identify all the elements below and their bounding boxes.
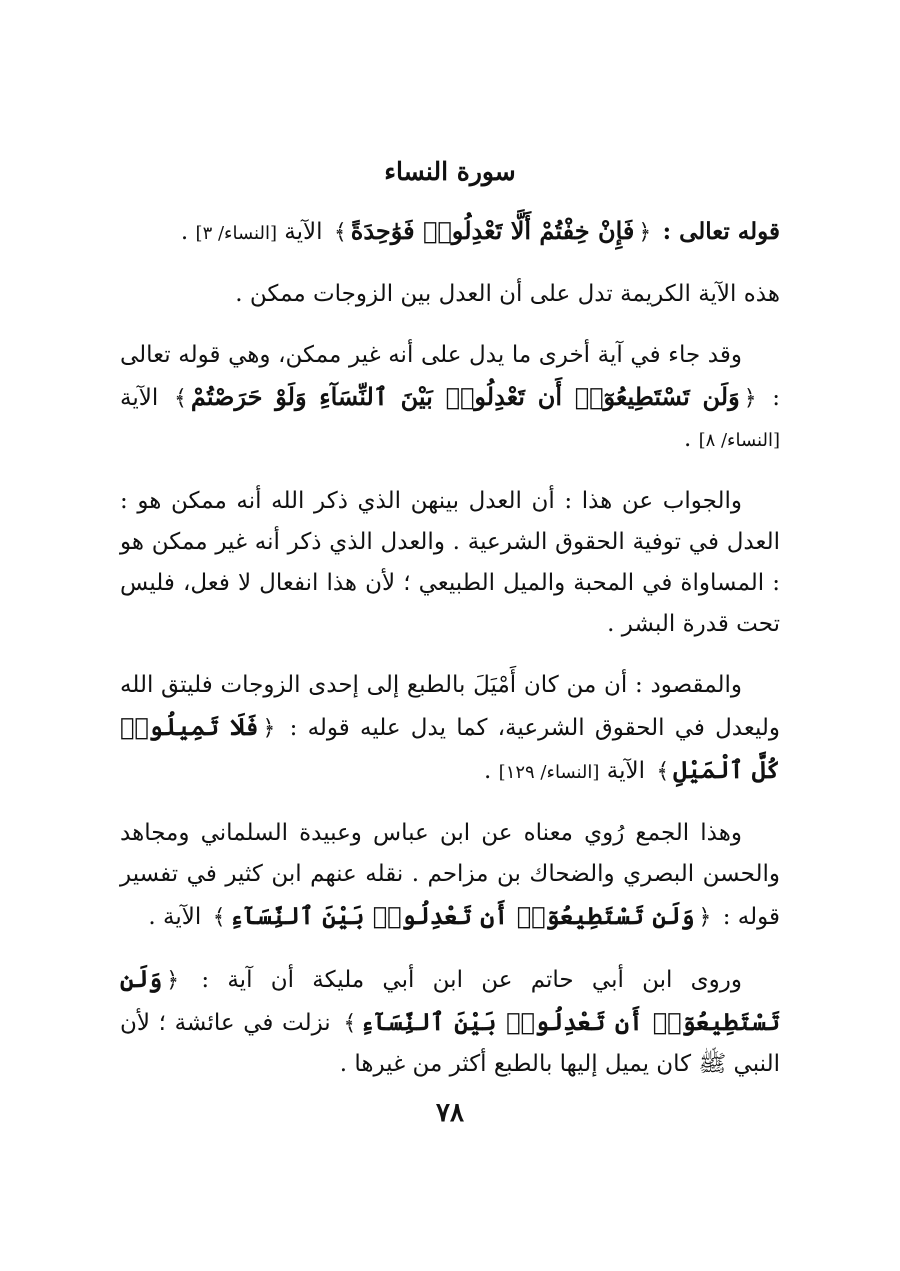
quran-verse: وَلَن تَسْتَطِيعُوٓا۟ أَن تَعْدِلُوا۟ بَيْنَ ٱلنِّسَآءِ [229,901,695,930]
paragraph-text: وهذا الجمع رُوي معناه عن ابن عباس وعبيدة السلماني ومجاهد والحسن البصري والضحاك بن مزاحم . نقله عنهم ابن كثير في تفسير قوله : [120,820,780,930]
verse-suffix: الآية [606,758,645,784]
sentence-end: . [484,758,492,784]
open-bracket: ﴿ [262,716,276,741]
verse-reference: [النساء/ ٣] [195,223,277,244]
close-bracket: ﴾ [343,1011,357,1036]
verse-suffix: الآية . [148,904,202,930]
verse-intro-label: قوله تعالى : [662,218,780,245]
paragraph-3 [120,335,780,461]
sentence-end: . [180,219,189,245]
verse-suffix: نزلت في عائشة ؛ لأن النبي ﷺ كان يميل إليها بالطبع أكثر من غيرها . [120,1010,780,1077]
paragraph-7 [120,958,780,1085]
paragraph-text: وروى ابن أبي حاتم عن ابن أبي مليكة أن آية : [201,967,743,993]
page-body [120,150,780,1105]
verse-suffix: الآية [284,219,323,245]
quran-verse: وَلَن تَسْتَطِيعُوٓا۟ أَن تَعْدِلُوا۟ بَيْنَ ٱلنِّسَآءِ وَلَوْ حَرَصْتُمْ [190,382,740,411]
close-bracket: ﴾ [333,220,347,245]
paragraph-4: والجواب عن هذا : أن العدل بينهن الذي ذكر الله أنه ممكن هو : العدل في توفية الحقوق الشرعية . والعدل الذي ذكر أنه غير ممكن هو : المساواة في المحبة والميل الطبيعي ؛ لأن هذا انفعال لا فعل، فليس تحت قدرة البشر . [120,488,780,637]
quran-verse: فَإِنْ خِفْتُمْ أَلَّا تَعْدِلُوا۟ فَوَٰحِدَةً [350,216,635,245]
open-bracket: ﴿ [638,220,652,245]
open-bracket: ﴿ [743,386,757,411]
open-bracket: ﴿ [698,905,712,930]
close-bracket: ﴾ [212,905,226,930]
paragraph-1 [120,210,780,254]
page-number: ٧٨ [436,1098,464,1128]
paragraph-6 [120,813,780,938]
sentence-end: . [683,426,692,452]
verse-reference: [النساء/ ٨] [698,430,780,451]
surah-title: سورة النساء [384,157,516,186]
paragraph-text: والمقصود : أن من كان أَمْيَلَ بالطبع إلى إحدى الزوجات فليتق الله وليعدل في الحقوق الشرعية، كما يدل عليه قوله : [120,672,781,741]
paragraph-5 [120,665,780,793]
quran-verse: فَلَا تَمِيلُوا۟ كُلَّ ٱلْمَيْلِ [120,712,780,784]
paragraph-2: هذه الآية الكريمة تدل على أن العدل بين الزوجات ممكن . [235,281,780,307]
paragraph-text: وقد جاء في آية أخرى ما يدل على أنه غير ممكن، وهي قوله تعالى : [120,342,781,411]
open-bracket: ﴿ [166,968,180,993]
close-bracket: ﴾ [173,386,187,411]
verse-reference: [النساء/ ١٢٩] [498,762,600,783]
close-bracket: ﴾ [656,759,670,784]
verse-suffix: الآية [120,385,159,411]
quran-verse: وَلَن تَسْتَطِيعُوٓا۟ أَن تَعْدِلُوا۟ بَيْنَ ٱلنِّسَآءِ [120,964,781,1036]
